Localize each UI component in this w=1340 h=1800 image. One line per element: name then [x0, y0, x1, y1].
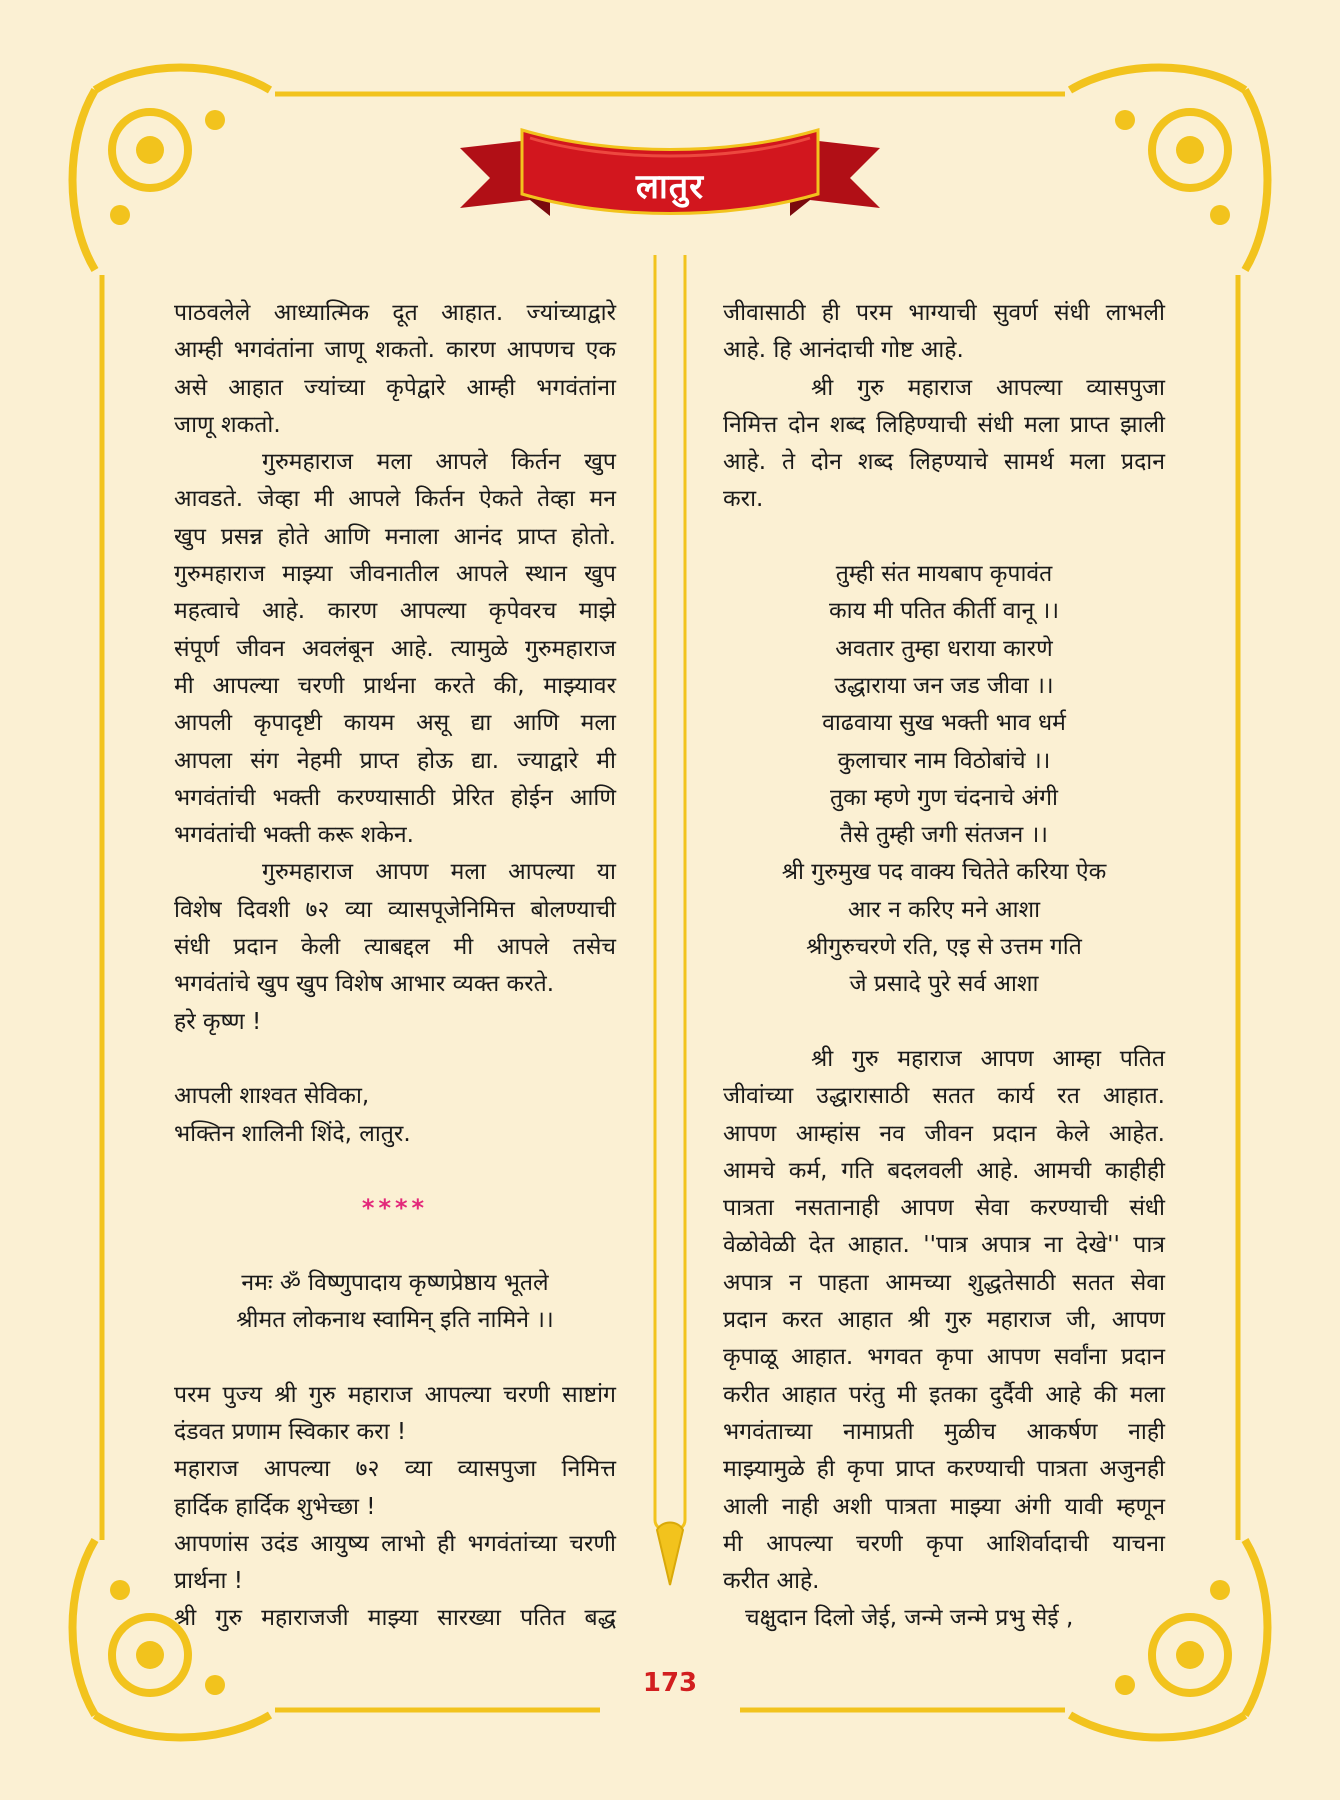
text-line: माझ्यामुळे ही कृपा प्राप्त करण्याची पात्रता अजुनही — [723, 1456, 1165, 1483]
poem-line: कुलाचार नाम विठोबांचे ।। — [837, 747, 1051, 774]
column-divider — [655, 255, 685, 1585]
text-line: संधी प्रदान केली त्याबद्दल मी आपले तसेच — [174, 934, 616, 961]
poem-line: वाढवाया सुख भक्ती भाव धर्म — [822, 710, 1066, 737]
text-line: हार्दिक हार्दिक शुभेच्छा ! — [174, 1493, 376, 1520]
text-line: विशेष दिवशी ७२ व्या व्यासपूजेनिमित्त बोलण्याची — [174, 896, 616, 923]
text-line: पात्रता नसतानाही आपण सेवा करण्याची संधी — [723, 1195, 1165, 1222]
text-line: वेळोवेळी देत आहात. ''पात्र अपात्र ना देखे'' पात्र — [723, 1232, 1165, 1259]
text-line: हरे कृष्ण ! — [174, 1008, 262, 1035]
text-line: मी आपल्या चरणी कृपा आशिर्वादाची याचना — [723, 1530, 1165, 1557]
separator-stars: **** — [361, 1194, 429, 1223]
text-line: श्री गुरु महाराजजी माझ्या सारख्या पतित बद्ध — [174, 1605, 616, 1632]
poem-line: तुम्ही संत मायबाप कृपावंत — [835, 561, 1053, 588]
mantra-line: नमः ॐ विष्णुपादाय कृष्णप्रेष्ठाय भूतले — [241, 1269, 549, 1296]
text-line: मी आपल्या चरणी प्रार्थना करते की, माझ्यावर — [174, 672, 616, 699]
text-line: आम्ही भगवंतांना जाणू शकतो. कारण आपणच एक — [174, 337, 616, 364]
text-line: आपण आम्हांस नव जीवन प्रदान केले आहेत. — [723, 1120, 1165, 1147]
corner-ornament-top-right — [1070, 68, 1268, 271]
text-line: आली नाही अशी पात्रता माझ्या अंगी यावी म्हणून — [723, 1493, 1165, 1520]
poem-line: जे प्रसादे पुरे सर्व आशा — [849, 971, 1039, 998]
poem-line: काय मी पतित कीर्ती वानू ।। — [828, 598, 1060, 625]
text-line: संपूर्ण जीवन अवलंबून आहे. त्यामुळे गुरुमहाराज — [174, 635, 616, 662]
text-line: भगवंतांची भक्ती करण्यासाठी प्रेरित होईन आणि — [174, 784, 616, 811]
text-line: श्री गुरु महाराज आपण आम्हा पतित — [811, 1045, 1165, 1072]
text-line: करीत आहे. — [723, 1568, 820, 1595]
text-line: श्री गुरु महाराज आपल्या व्यासपुजा — [811, 374, 1165, 401]
page-title: लातुर — [635, 167, 705, 207]
text-line: गुरुमहाराज मला आपले किर्तन खुप — [262, 449, 616, 476]
text-line: खुप प्रसन्न होते आणि मनाला आनंद प्राप्त होतो. — [174, 523, 616, 550]
text-line: जीवांच्या उद्धारासाठी सतत कार्य रत आहात. — [723, 1083, 1165, 1110]
text-line: प्रार्थना ! — [174, 1568, 243, 1595]
text-line: पाठवलेले आध्यात्मिक दूत आहात. ज्यांच्याद्वारे — [174, 300, 616, 326]
text-line: परम पुज्य श्री गुरु महाराज आपल्या चरणी साष्टांग — [174, 1381, 616, 1408]
poem-line: आर न करिए मने आशा — [847, 896, 1041, 923]
poem-line: तुका म्हणे गुण चंदनाचे अंगी — [830, 784, 1058, 811]
corner-ornament-top-left — [73, 68, 271, 271]
text-line: गुरुमहाराज माझ्या जीवनातील आपले स्थान खुप — [174, 561, 616, 588]
text-line: दंडवत प्रणाम स्विकार करा ! — [174, 1418, 407, 1445]
right-column — [723, 295, 1165, 1638]
signature-line: आपली शाश्वत सेविका, — [174, 1083, 370, 1110]
text-line: चक्षुदान दिलो जेई, जन्मे जन्मे प्रभु सेई , — [745, 1605, 1074, 1632]
poem-line: श्रीगुरुचरणे रति, एइ से उत्तम गति — [806, 934, 1082, 961]
text-line: करा. — [723, 486, 764, 513]
text-line: आमचे कर्म, गति बदलवली आहे. आमची काहीही — [723, 1157, 1165, 1184]
text-line: कृपाळू आहात. भगवत कृपा आपण सर्वांना प्रदान — [723, 1344, 1165, 1371]
signature-line: भक्तिन शालिनी शिंदे, लातुर. — [174, 1120, 411, 1147]
poem-line: उद्धाराया जन जड जीवा ।। — [834, 672, 1054, 699]
text-line: महाराज आपल्या ७२ व्या व्यासपुजा निमित्त — [174, 1456, 616, 1483]
text-line: गुरुमहाराज आपण मला आपल्या या — [262, 859, 616, 886]
text-line: आहे. ते दोन शब्द लिहण्याचे सामर्थ मला प्रदान — [723, 449, 1165, 476]
text-line: निमित्त दोन शब्द लिहिण्याची संधी मला प्राप्त झाली — [723, 411, 1165, 438]
text-line: असे आहात ज्यांच्या कृपेद्वारे आम्ही भगवंतांना — [174, 374, 616, 401]
text-line: जीवासाठी ही परम भाग्याची सुवर्ण संधी लाभली — [723, 300, 1165, 326]
text-line: जाणू शकतो. — [174, 411, 281, 438]
text-line: आपला संग नेहमी प्राप्त होऊ द्या. ज्याद्वारे मी — [174, 747, 616, 774]
poem-line: तैसे तुम्ही जगी संतजन ।। — [839, 822, 1049, 849]
text-line: भगवंतांची भक्ती करू शकेन. — [174, 822, 414, 849]
text-line: अपात्र न पाहता आमच्या शुद्धतेसाठी सतत सेवा — [723, 1269, 1165, 1296]
text-line: आवडते. जेव्हा मी आपले किर्तन ऐकते तेव्हा मन — [174, 486, 616, 513]
text-line: आपणांस उदंड आयुष्य लाभो ही भगवंतांच्या चरणी — [174, 1530, 616, 1557]
text-line: करीत आहात परंतु मी इतका दुर्दैवी आहे की मला — [723, 1381, 1165, 1408]
poem-line: श्री गुरुमुख पद वाक्य चितेते करिया ऐक — [781, 859, 1107, 886]
text-line: प्रदान करत आहात श्री गुरु महाराज जी, आपण — [723, 1307, 1165, 1334]
page-number: 173 — [642, 1668, 698, 1698]
text-line: आहे. हि आनंदाची गोष्ट आहे. — [723, 337, 964, 364]
left-column — [174, 295, 616, 1638]
text-line: भगवंतांचे खुप खुप विशेष आभार व्यक्त करते. — [174, 971, 555, 998]
text-line: महत्वाचे आहे. कारण आपल्या कृपेवरच माझे — [174, 598, 616, 625]
text-line: भगवंताच्या नामाप्रती मुळीच आकर्षण नाही — [723, 1418, 1165, 1445]
mantra-line: श्रीमत लोकनाथ स्वामिन् इति नामिने ।। — [236, 1307, 554, 1334]
poem-line: अवतार तुम्हा धराया कारणे — [835, 635, 1053, 662]
text-line: आपली कृपादृष्टी कायम असू द्या आणि मला — [174, 710, 616, 737]
